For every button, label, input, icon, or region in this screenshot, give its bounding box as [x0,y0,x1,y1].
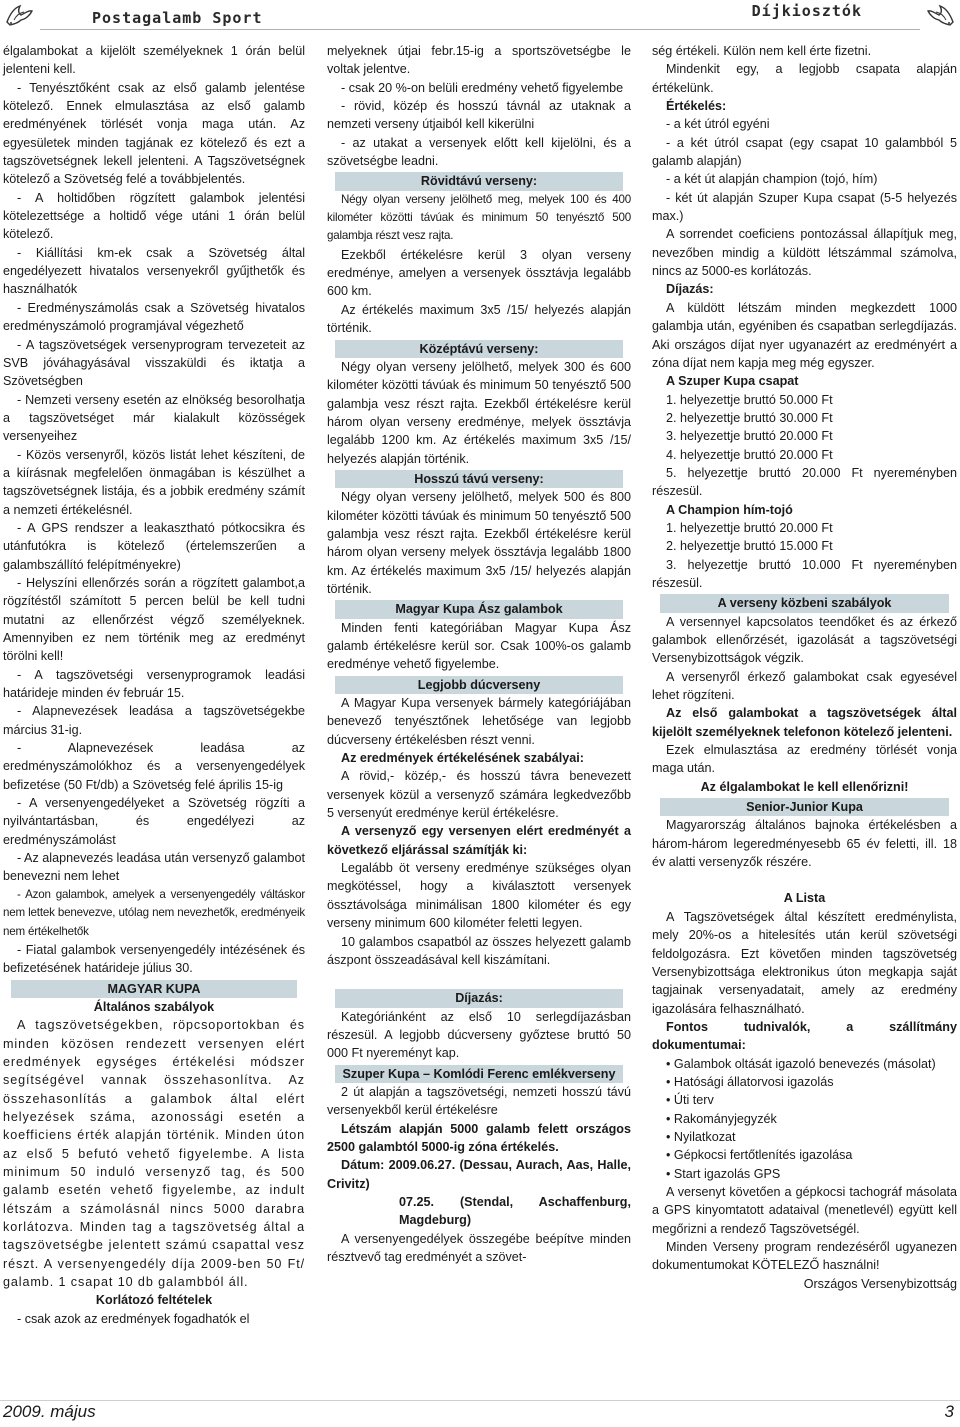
prize-row: 2. helyezettje bruttó 30.000 Ft [666,410,833,425]
section-heading-short-distance: Rövidtávú verseny: [335,172,623,190]
list-item: • Galambok oltását igazoló benevezés (másolat) [666,1056,936,1071]
paragraph: - Közös versenyről, közös listát lehet készíteni, de a kiírásnak megfelelően önmagában is készülhet a tagszövetségnek listája, és a jobbik eredmény számít a nemzeti értékelésnél. [3,447,305,517]
section-heading-ace-pigeons: Magyar Kupa Ász galambok [335,600,623,618]
paragraph: - A GPS rendszer a leakasztható pótkocsikra és utánfutókra is kötelező (értelemszerűen a galambszállító felépítményekre) [3,520,305,572]
paragraph: A versennyel kapcsolatos teendőket és az érkező galambok ellenőrzését, igazolását a tagszövetségi Versenybizottságok végzik. [652,614,957,666]
footer-rule [0,1400,960,1401]
paragraph: Magyarország általános bajnoka értékelésben a három-három legeredményesebb 65 év feletti, ill. 18 év alatti versenyzők részére. [652,818,957,870]
paragraph: - A tagszövetségek versenyprogram tervezeteit az SVB jóváhagyásával visszaküldi és iktatja a Szövetségben [3,337,305,389]
paragraph: - az utakat a versenyek előtt kell kijelölni, és a szövetségbe leadni. [327,135,631,169]
subheading: Általános szabályok [93,999,215,1014]
signature: Országos Versenybizottság [803,1276,957,1291]
subheading: Díjazás: [666,282,714,297]
list-item: - a két út alapján champion (tojó, hím) [666,172,878,187]
paragraph: A sorrendet coeficiens pontozással állapítjuk meg, nevezőben mindig a küldött létszámmal számolva, nincs az 5000-es korlátozás. [652,227,957,279]
list-item: - a két útról csapat (egy csapat 10 galambból 5 galamb alapján) [652,135,957,169]
paragraph: - Alapnevezések leadása az eredményszámolókhoz és a versenyengedélyek befizetése (50 Ft/db) a Szövetség felé április 15-ig [3,741,305,792]
paragraph: Négy olyan verseny jelölhető, melyek 500 és 800 kilométer közötti távúak és minimum 50 tenyésztő 500 galambja vesz részt rajta. Ezekből értékelésre kerül három olyan verseny melyek össztávja legalább 1800 km. Az értékelés maximum 3x5 /15/ helyezés alapján történik. [327,490,631,596]
section-heading-super-cup: Szuper Kupa – Komlódi Ferenc emlékverseny [335,1065,623,1083]
paragraph: élgalambokat a kijelölt személyeknek 1 órán belül jelenteni kell. [3,44,305,77]
paragraph: Mindenkit egy, a legjobb csapata alapján értékelünk. [652,62,957,95]
paragraph: - Azon galambok, amelyek a versenyengedély váltáskor nem lettek benevezve, utólag nem nevezhetők, eredményeik nem értékelhetők [3,887,305,938]
race-dates-second: 07.25. (Stendal, Aschaffenburg, Magdeburg) [399,1194,631,1228]
subheading: A Champion hím-tojó [666,502,793,517]
paragraph: ség értékeli. Külön nem kell érte fizetni. [652,44,872,58]
paragraph: melyeknek útjai febr.15-ig a sportszövetségbe le voltak jelentve. [327,44,631,77]
paragraph: Minden fenti kategóriában Magyar Kupa Ász galamb értékelésre kerül sor. Csak 100%-os galamb eredménye vehető figyelembe. [327,620,631,672]
section-heading-long-distance: Hosszú távú verseny: [335,470,623,488]
prize-row: 3. helyezettje bruttó 20.000 Ft [666,429,833,444]
section-heading-senior-junior: Senior-Junior Kupa [660,798,949,816]
paragraph: A Tagszövetségek által készített eredménylista, mely 20%-os a hitelesítés után kerül szövetségi feldolgozásra. Ezt követően minden tagszövetség Versenybizottsága elektronikus úton megkapja saját tagjainak versenyadatait, amely az eredmény igazolására felhasználható. [652,909,957,1016]
paragraph: Kategóriánként az első 10 serlegdíjazásban részesül. A legjobb dúcverseny győztese bruttó 50 000 Ft nyereményt kap. [327,1009,631,1061]
paragraph: - Fiatal galambok versenyengedély intézésének és befizetésének határideje július 30. [3,942,305,976]
paragraph: Négy olyan verseny jelölhető meg, melyek 100 és 400 kilométer közötti távúak és minimum 50 tenyésztő 500 galambja részt vesz rajta. [327,192,631,243]
column-1 [3,42,305,1328]
paragraph: 10 galambos csapatból az összes helyezett galamb ászpont összeadásával kell kiszámítani. [327,934,631,967]
list-item: • Rakományjegyzék [666,1111,777,1126]
pigeon-logo-icon [4,2,34,30]
prize-row: 2. helyezettje bruttó 15.000 Ft [666,539,833,554]
list-item: • Start igazolás GPS [666,1166,781,1181]
paragraph: - Alapnevezések leadása a tagszövetségekbe március 31-ig. [3,704,305,737]
prize-row: 4. helyezettje bruttó 20.000 Ft [666,447,833,462]
paragraph: - Kiállítási km-ek csak a Szövetség által engedélyezett hivatalos versenyekről gyűjthetők és használhatók [3,245,305,297]
issue-date: 2009. május [3,1402,96,1421]
paragraph: Négy olyan verseny jelölhető, melyek 300 és 600 kilométer közötti távúak és minimum 50 tenyésztő 500 galambja vesz részt rajta. Ezekből értékelésre kerül három olyan verseny eredménye, melyek össztávja legalább 1200 km. Az értékelés maximum 3x5 /15/ helyezés alapján történik. [327,359,631,466]
paragraph: - A tagszövetségi versenyprogramok leadási határideje minden év február 15. [3,667,305,701]
paragraph-bold: Az első galambokat a tagszövetségek által kijelölt személyeknek telefonon kötelező jelenteni. [652,706,957,739]
list-item: • Gépkocsi fertőtlenítés igazolása [666,1148,853,1163]
paragraph: - Tenyésztőként csak az első galamb jelentése kötelező. Ennek elmulasztása az első galamb eredményének törlését vonja maga után. Az egyesületek minden tagjának ez kötelező és ezt a tagszövetségnek lekell jelenteni. A Tagszövetségnek kötelező a Szövetség felé a továbbjelentés. [3,80,305,187]
paragraph: Minden Verseny program rendezéséről ugyanezen dokumentumokat KÖTELEZŐ használni! [652,1240,957,1273]
subheading: Fontos tudnivalók, a szállítmány dokumentumai: [652,1019,957,1053]
section-heading-prizes: Díjazás: [335,989,623,1007]
paragraph: A küldött létszám minden megkezdett 1000 galambja után, egyéniben és csapatban serlegdíjazás. Aki országos díjat nyer ugyanazért az eredményért a zóna díjat nem kapja meg még egyszer. [652,300,957,370]
magazine-title: Postagalamb Sport [92,9,263,27]
prize-row: 3. helyezettje bruttó 10.000 Ft nyereményben részesül. [652,557,957,590]
paragraph: - A holtidőben rögzített galambok jelentési kötelezettsége a holtidő vége utáni 1 órán belül kötelező. [3,190,305,242]
subheading: Értékelés: [666,99,727,114]
paragraph: - rövid, közép és hosszú távnál az utaknak a nemzeti verseny útjaiból kell kikerülni [327,99,631,132]
paragraph: Ezekből értékelésre kerül 3 olyan verseny eredménye, amelyen a versenyek össztávja legalább 600 km. [327,247,631,299]
paragraph-bold: Az élgalambokat le kell ellenőrizni! [700,779,909,794]
paragraph: - Eredményszámolás csak a Szövetség hivatalos eredményszámoló programjával végezhető [3,300,305,334]
paragraph: Legalább öt verseny eredménye szükséges olyan megkötéssel, hogy a kiválasztott versenyek össztávolsága minimálisan 1800 kilométer és egy verseny minimum 600 kilométer feletti legyen. [327,861,631,931]
paragraph: Az értékelés maximum 3x5 /15/ helyezés alapján történik. [327,302,631,336]
list-item: • Nyilatkozat [666,1129,736,1144]
prize-row: 5. helyezettje bruttó 20.000 Ft nyereményben részesül. [652,465,957,499]
section-heading-race-rules: A verseny közbeni szabályok [660,594,949,612]
column-3 [652,42,957,1293]
paragraph: - csak azok az eredmények fogadhatók el [17,1311,250,1326]
paragraph: 2 út alapján a tagszövetségi, nemzeti hosszú távú versenyekből kerül értékelésre [327,1084,631,1118]
section-heading-magyar-kupa: MAGYAR KUPA [11,980,297,998]
paragraph: - A versenyengedélyeket a Szövetség rögzíti a nyilvántartásban, és engedélyezi az eredményszámolást [3,796,305,847]
prize-row: 1. helyezettje bruttó 20.000 Ft [666,520,833,535]
subheading: Az eredmények értékelésének szabályai: [341,751,584,766]
paragraph: A rövid,- közép,- és hosszú távra benevezett versenyek közül a versenyző számára legkedvezőbb 5 versenyút eredménye kerül értékelésre. [327,769,631,821]
paragraph: - csak 20 %-on belüli eredmény vehető figyelembe [341,80,624,95]
column-2 [327,42,631,1266]
paragraph: A tagszövetségekben, röpcsoportokban és minden közösen rendezett versenyen elért eredmények egységes értékelési módszer segítségével vannak összehasonlítva. Az összehasonlítás a galambok által elért helyezések száma, azonossági esetén a koefficiens érték alapján történik. Minden úton az első 5 befutó vehető figyelembe. A lista minimum 50 induló versenyző tag, és 500 galamb esetén vehető figyelembe, az indult létszám a számolásnál nincs 5000 darabra korlátozva. Minden tag a tagszövetség által a tagszövetségbe jelentett számú csapattal vesz részt. A versenyengedély díja 2009-ben 50 Ft/ galamb. 1 csapat 10 db galambból áll. [3,1018,305,1290]
header-rule [40,29,920,30]
paragraph: - Helyszíni ellenőrzés során a rögzített galambot,a rögzítéstől számított 5 percen belül be kell tudni mutatni az ellenőrzést végző személyeknek. Amennyiben ez nem történik meg az eredményt törölni kell! [3,575,305,664]
subheading: A versenyző egy versenyen elért eredményét a következő eljárással számítják ki: [327,824,631,857]
paragraph: A versenyről érkező galambokat csak egyesével lehet rögzíteni. [652,669,957,703]
page-number: 3 [944,1402,954,1421]
paragraph-bold: Létszám alapján 5000 galamb felett országos 2500 galambtól 5000-ig zóna értékelés. [327,1121,631,1154]
section-title: Díjkiosztók [751,2,862,20]
paragraph: A versenyengedélyek összegébe beépítve minden résztvevő tag eredményét a szövet- [327,1231,631,1264]
list-item: • Hatósági állatorvosi igazolás [666,1074,834,1089]
paragraph: Ezek elmulasztása az eredmény törlését vonja maga után. [652,743,957,776]
subheading: A Lista [783,891,826,906]
paragraph: A versenyt követően a gépkocsi tachográf másolata a GPS kinyomtatott adataival (menetlevél) együtt kell megőrizni a rendező Tagszövetségél. [652,1184,957,1236]
subheading: Korlátozó feltételek [95,1293,213,1308]
page-header [0,0,960,36]
section-heading-best-loft: Legjobb dúcverseny [335,676,623,694]
paragraph: - Nemzeti verseny esetén az elnökség besorolhatja a tagszövetséget már kialakult közösségek versenyeihez [3,392,305,444]
race-dates: Dátum: 2009.06.27. (Dessau, Aurach, Aas, Halle, Crivitz) [327,1158,631,1191]
paragraph: - Az alapnevezés leadása után versenyző galambot benevezni nem lehet [3,851,305,884]
list-item: • Úti terv [666,1093,714,1108]
pigeon-logo-icon [926,2,956,30]
list-item: - a két útról egyéni [666,117,770,132]
section-heading-middle-distance: Középtávú verseny: [335,340,623,358]
list-item: - két út alapján Szuper Kupa csapat (5-5 helyezés max.) [652,190,957,224]
subheading: A Szuper Kupa csapat [666,374,799,389]
prize-row: 1. helyezettje bruttó 50.000 Ft [666,392,833,407]
paragraph: A Magyar Kupa versenyek bármely kategóriájában benevező tenyésztőnek lehetősége van legjobb dúcverseny értékelésben részt venni. [327,696,631,747]
